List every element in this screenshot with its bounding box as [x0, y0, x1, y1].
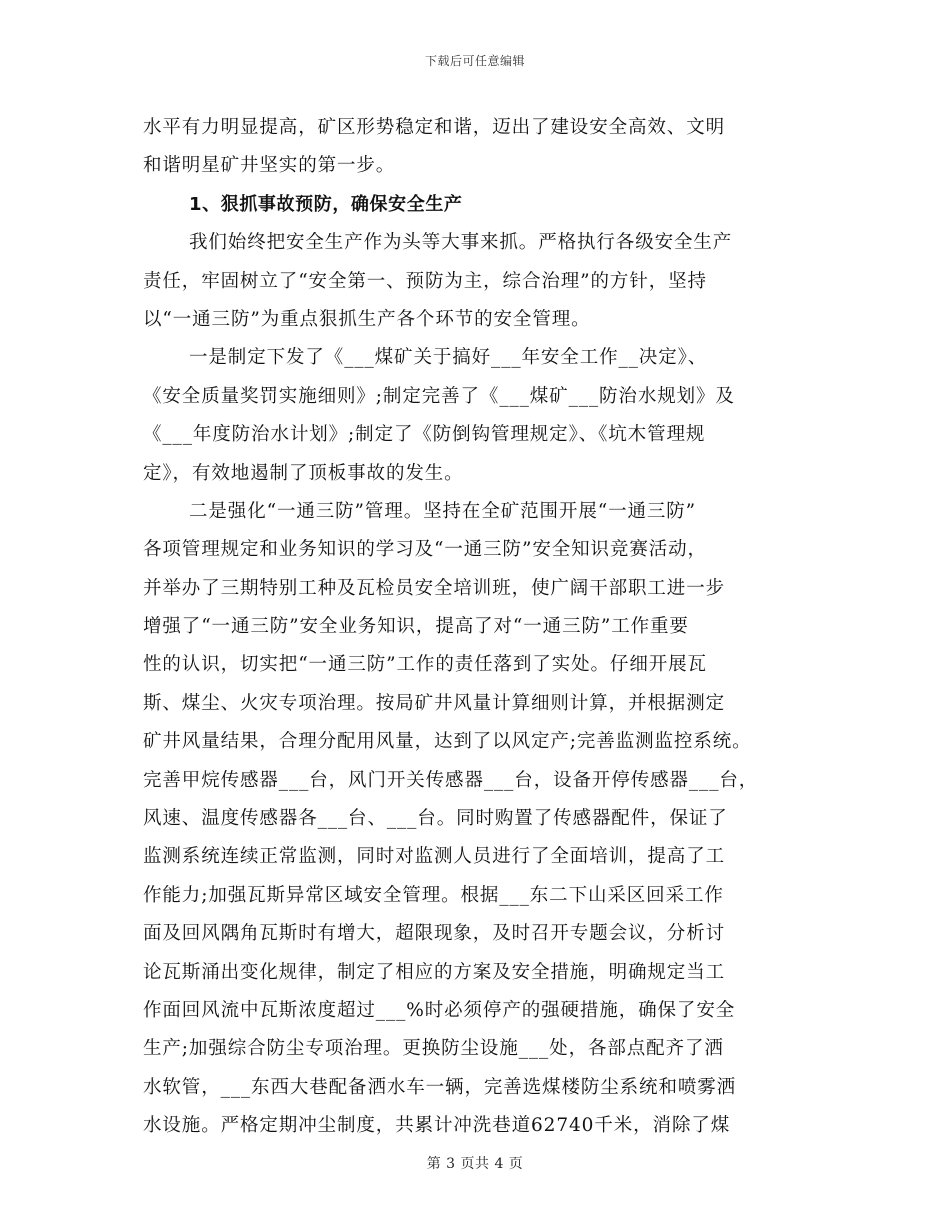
text-line: 水平有力明显提高，矿区形势稳定和谐，迈出了建设安全高效、文明 [143, 117, 726, 138]
text-line: 《安全质量奖罚实施细则》;制定完善了《___煤矿___防治水规划》及 [143, 385, 735, 407]
text-line: 面及回风隅角瓦斯时有增大，超限现象，及时召开专题会议，分析讨 [143, 923, 726, 945]
text-line: 增强了“一通三防”安全业务知识，提高了对“一通三防”工作重要 [143, 616, 689, 638]
text-line: 水设施。严格定期冲尘制度，共累计冲洗巷道62740千米，消除了煤 [143, 1115, 731, 1137]
text-line: 监测系统连续正常监测，同时对监测人员进行了全面培训，提高了工 [143, 846, 726, 868]
text-line: 各项管理规定和业务知识的学习及“一通三防”安全知识竞赛活动， [143, 539, 707, 561]
text-line: 斯、煤尘、火灾专项治理。按局矿井风量计算细则计算，并根据测定 [143, 692, 726, 714]
text-line: 一是制定下发了《___煤矿关于搞好___年安全工作__决定》、 [189, 347, 708, 369]
text-line: 《___年度防治水计划》;制定了《防倒钩管理规定》、《坑木管理规 [143, 424, 706, 446]
document-body [143, 109, 808, 1146]
section-heading: 1、狠抓事故预防，确保安全生产 [189, 193, 463, 215]
text-line: 责任，牢固树立了“安全第一、预防为主，综合治理”的方针，坚持 [143, 270, 707, 292]
text-line: 和谐明星矿井坚实的第一步。 [143, 155, 396, 177]
text-line: 水软管，___东西大巷配备洒水车一辆，完善选煤楼防尘系统和喷雾洒 [143, 1076, 737, 1098]
text-line: 性的认识，切实把“一通三防”工作的责任落到了实处。仔细开展瓦 [143, 654, 707, 676]
text-line: 风速、温度传感器各___台、___台。同时购置了传感器配件，保证了 [143, 808, 728, 830]
text-line: 定》，有效地遏制了顶板事故的发生。 [143, 462, 464, 484]
text-line: 二是强化“一通三防”管理。坚持在全矿范围开展“一通三防” [189, 500, 697, 522]
text-line: 完善甲烷传感器___台，风门开关传感器___台，设备开停传感器___台， [143, 769, 759, 791]
text-line: 矿井风量结果，合理分配用风量，达到了以风定产;完善监测监控系统。 [143, 731, 752, 753]
text-line: 作面回风流中瓦斯浓度超过___%时必须停产的强硬措施，确保了安全 [143, 999, 736, 1021]
text-line: 论瓦斯涌出变化规律，制定了相应的方案及安全措施，明确规定当工 [143, 961, 726, 983]
text-line: 生产;加强综合防尘专项治理。更换防尘设施___处，各部点配齐了洒 [143, 1038, 724, 1060]
text-line: 作能力;加强瓦斯异常区域安全管理。根据___东二下山采区回采工作 [143, 884, 724, 906]
text-line: 并举办了三期特别工种及瓦检员安全培训班，使广阔干部职工进一步 [143, 577, 726, 599]
text-line: 以“一通三防”为重点狠抓生产各个环节的安全管理。 [143, 308, 591, 330]
page-number-footer: 第 3 页共 4 页 [426, 1156, 524, 1172]
text-line: 我们始终把安全生产作为头等大事来抓。严格执行各级安全生产 [189, 232, 733, 254]
page-header: 下载后可任意编辑 [424, 54, 525, 68]
